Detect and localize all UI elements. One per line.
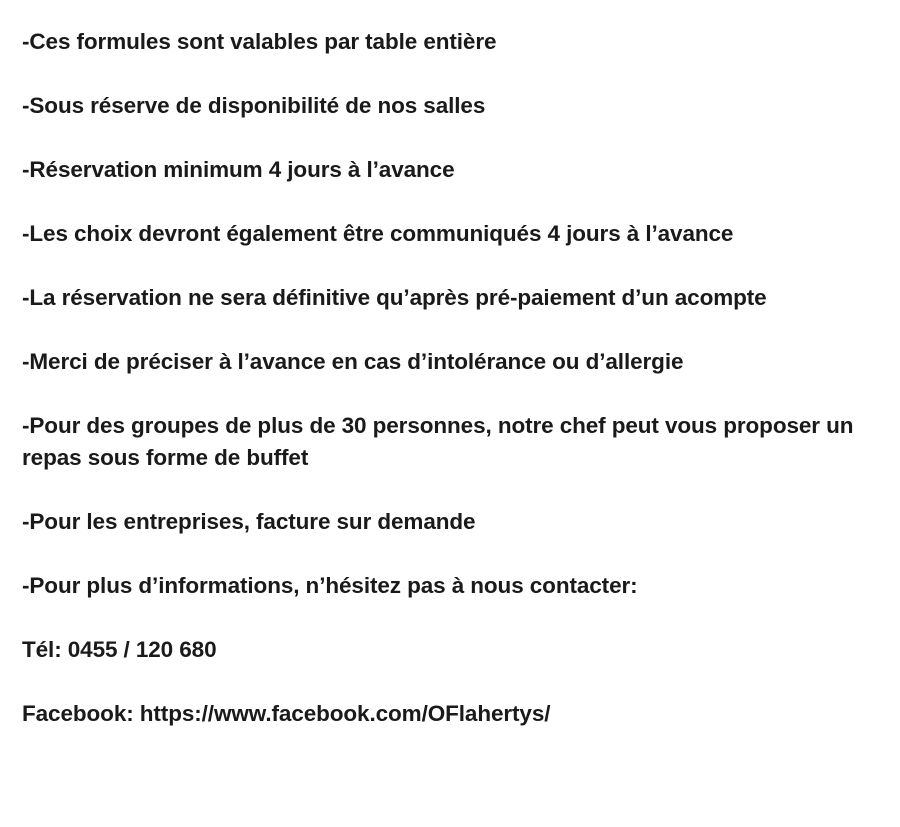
condition-item: -Pour des groupes de plus de 30 personnes, notre chef peut vous proposer un repas sous forme de buffet bbox=[22, 413, 854, 470]
condition-item: -Sous réserve de disponibilité de nos salles bbox=[22, 93, 486, 118]
condition-item: -Les choix devront également être communiqués 4 jours à l’avance bbox=[22, 221, 734, 246]
condition-item: -Réservation minimum 4 jours à l’avance bbox=[22, 157, 455, 182]
contact-facebook: Facebook: https://www.facebook.com/OFlahertys/ bbox=[22, 701, 551, 726]
condition-item: -Ces formules sont valables par table entière bbox=[22, 29, 497, 54]
condition-item: -Merci de préciser à l’avance en cas d’intolérance ou d’allergie bbox=[22, 349, 684, 374]
condition-item: -La réservation ne sera définitive qu’après pré-paiement d’un acompte bbox=[22, 285, 767, 310]
contact-phone: Tél: 0455 / 120 680 bbox=[22, 637, 217, 662]
condition-item: -Pour les entreprises, facture sur demande bbox=[22, 509, 476, 534]
conditions-document bbox=[22, 26, 882, 730]
condition-item: -Pour plus d’informations, n’hésitez pas à nous contacter: bbox=[22, 573, 638, 598]
